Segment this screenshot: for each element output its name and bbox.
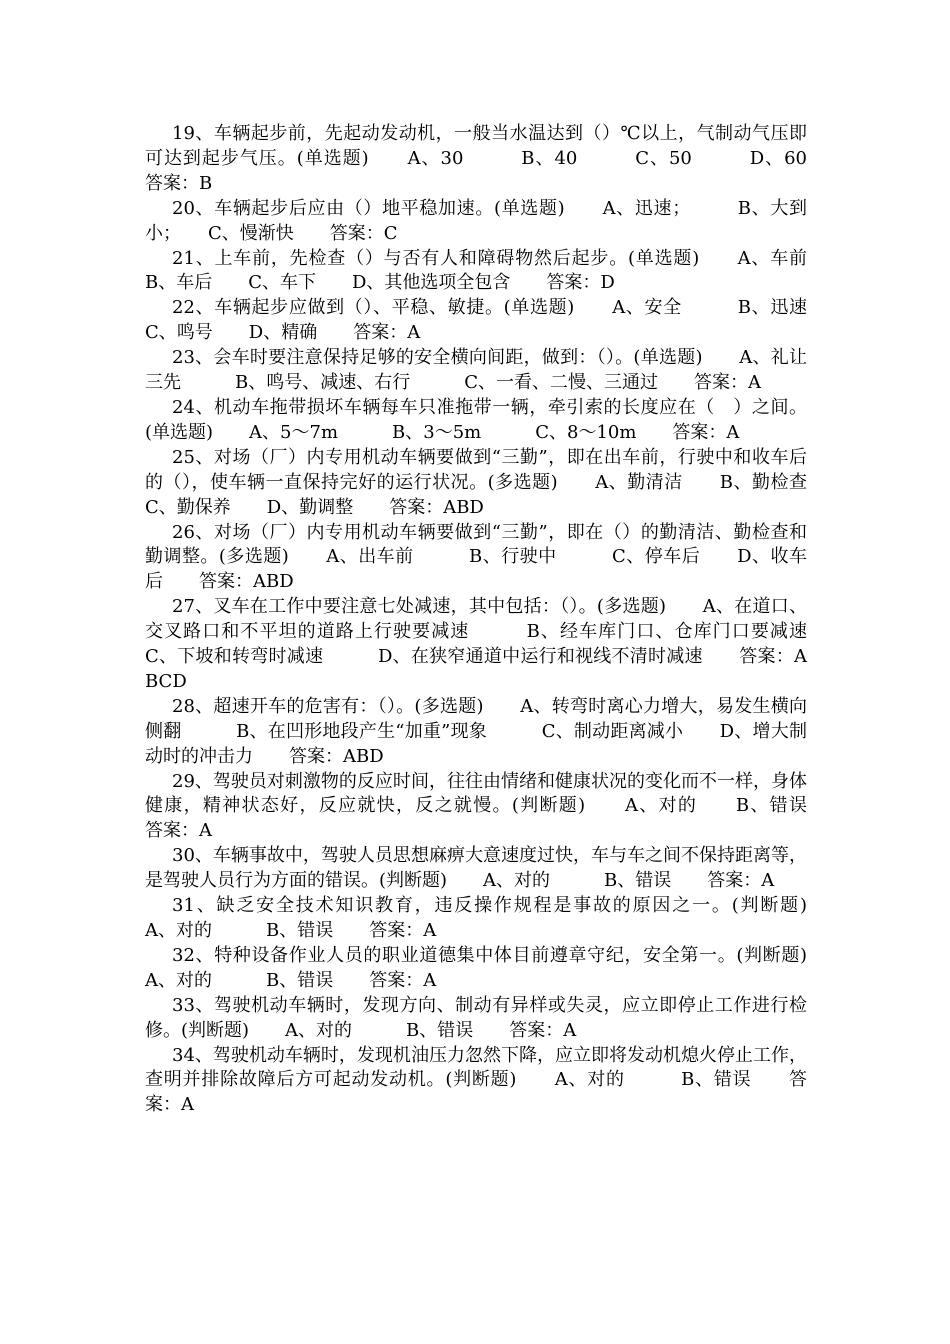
question-28: 28、超速开车的危害有：（）。(多选题) A、转弯时离心力增大，易发生横向侧翻 B、在凹形地段产生“加重”现象 C、制动距离减小 D、增大制动时的冲击力 答案：ABD — [145, 695, 807, 767]
question-31: 31、缺乏安全技术知识教育，违反操作规程是事故的原因之一。(判断题) A、对的 B、错误 答案：A — [145, 895, 843, 941]
question-20: 20、车辆起步后应由（）地平稳加速。(单选题) A、迅速； B、大到小； C、慢渐快 答案：C — [145, 197, 807, 244]
question-34: 34、驾驶机动车辆时，发现机油压力忽然下降，应立即将发动机熄火停止工作，查明并排除故障后方可起动发动机。(判断题) A、对的 B、错误 答案：A — [145, 1044, 807, 1116]
question-25: 25、对场（厂）内专用机动车辆要做到“三勤”，即在出车前，行驶中和收车后的（），使车辆一直保持完好的运行状况。(多选题) A、勤清洁 B、勤检查 C、勤保养 D、勤调整 答案：ABD — [145, 446, 843, 518]
question-30: 30、车辆事故中，驾驶人员思想麻痹大意速度过快，车与车之间不保持距离等，是驾驶人员行为方面的错误。(判断题) A、对的 B、错误 答案：A — [145, 845, 807, 892]
question-list — [145, 122, 861, 1118]
question-22: 22、车辆起步应做到（）、平稳、敏捷。(单选题) A、安全 B、迅速 C、鸣号 D、精确 答案：A — [145, 297, 843, 344]
question-32: 32、特种设备作业人员的职业道德集中体目前遵章守纪，安全第一。(判断题) A、对的 B、错误 答案：A — [145, 944, 843, 991]
question-26: 26、对场（厂）内专用机动车辆要做到“三勤”，即在（）的勤清洁、勤检查和勤调整。(多选题) A、出车前 B、行驶中 C、停车后 D、收车后 答案：ABD — [145, 521, 807, 593]
question-29: 29、驾驶员对刺激物的反应时间，往往由情绪和健康状况的变化而不一样，身体健康，精神状态好，反应就快，反之就慢。(判断题) A、对的 B、错误 答案：A — [145, 770, 843, 842]
question-21: 21、上车前，先检查（）与否有人和障碍物然后起步。(单选题) A、车前 B、车后 C、车下 D、其他选项全包含 答案：D — [145, 247, 843, 294]
question-24: 24、机动车拖带损坏车辆每车只准拖带一辆，牵引索的长度应在（ ）之间。(单选题) A、5～7m B、3～5m C、8～10m 答案：A — [145, 396, 807, 443]
question-19: 19、车辆起步前，先起动发动机，一般当水温达到（）℃以上，气制动气压即可达到起步气压。(单选题) A、30 B、40 C、50 D、60 答案：B — [145, 123, 843, 194]
question-23: 23、会车时要注意保持足够的安全横向间距，做到：（）。(单选题) A、礼让三先 B、鸣号、减速、右行 C、一看、二慢、三通过 答案：A — [145, 347, 807, 394]
question-33: 33、驾驶机动车辆时，发现方向、制动有异样或失灵，应立即停止工作进行检修。(判断题) A、对的 B、错误 答案：A — [145, 994, 807, 1041]
question-27: 27、叉车在工作中要注意七处减速，其中包括：（）。(多选题) A、在道口、交叉路口和不平坦的道路上行驶要减速 B、经车库门口、仓库门口要减速 C、下坡和转弯时减速 D、在狭窄通道中运行和视线不清时减速 答案：ABCD — [145, 596, 861, 692]
